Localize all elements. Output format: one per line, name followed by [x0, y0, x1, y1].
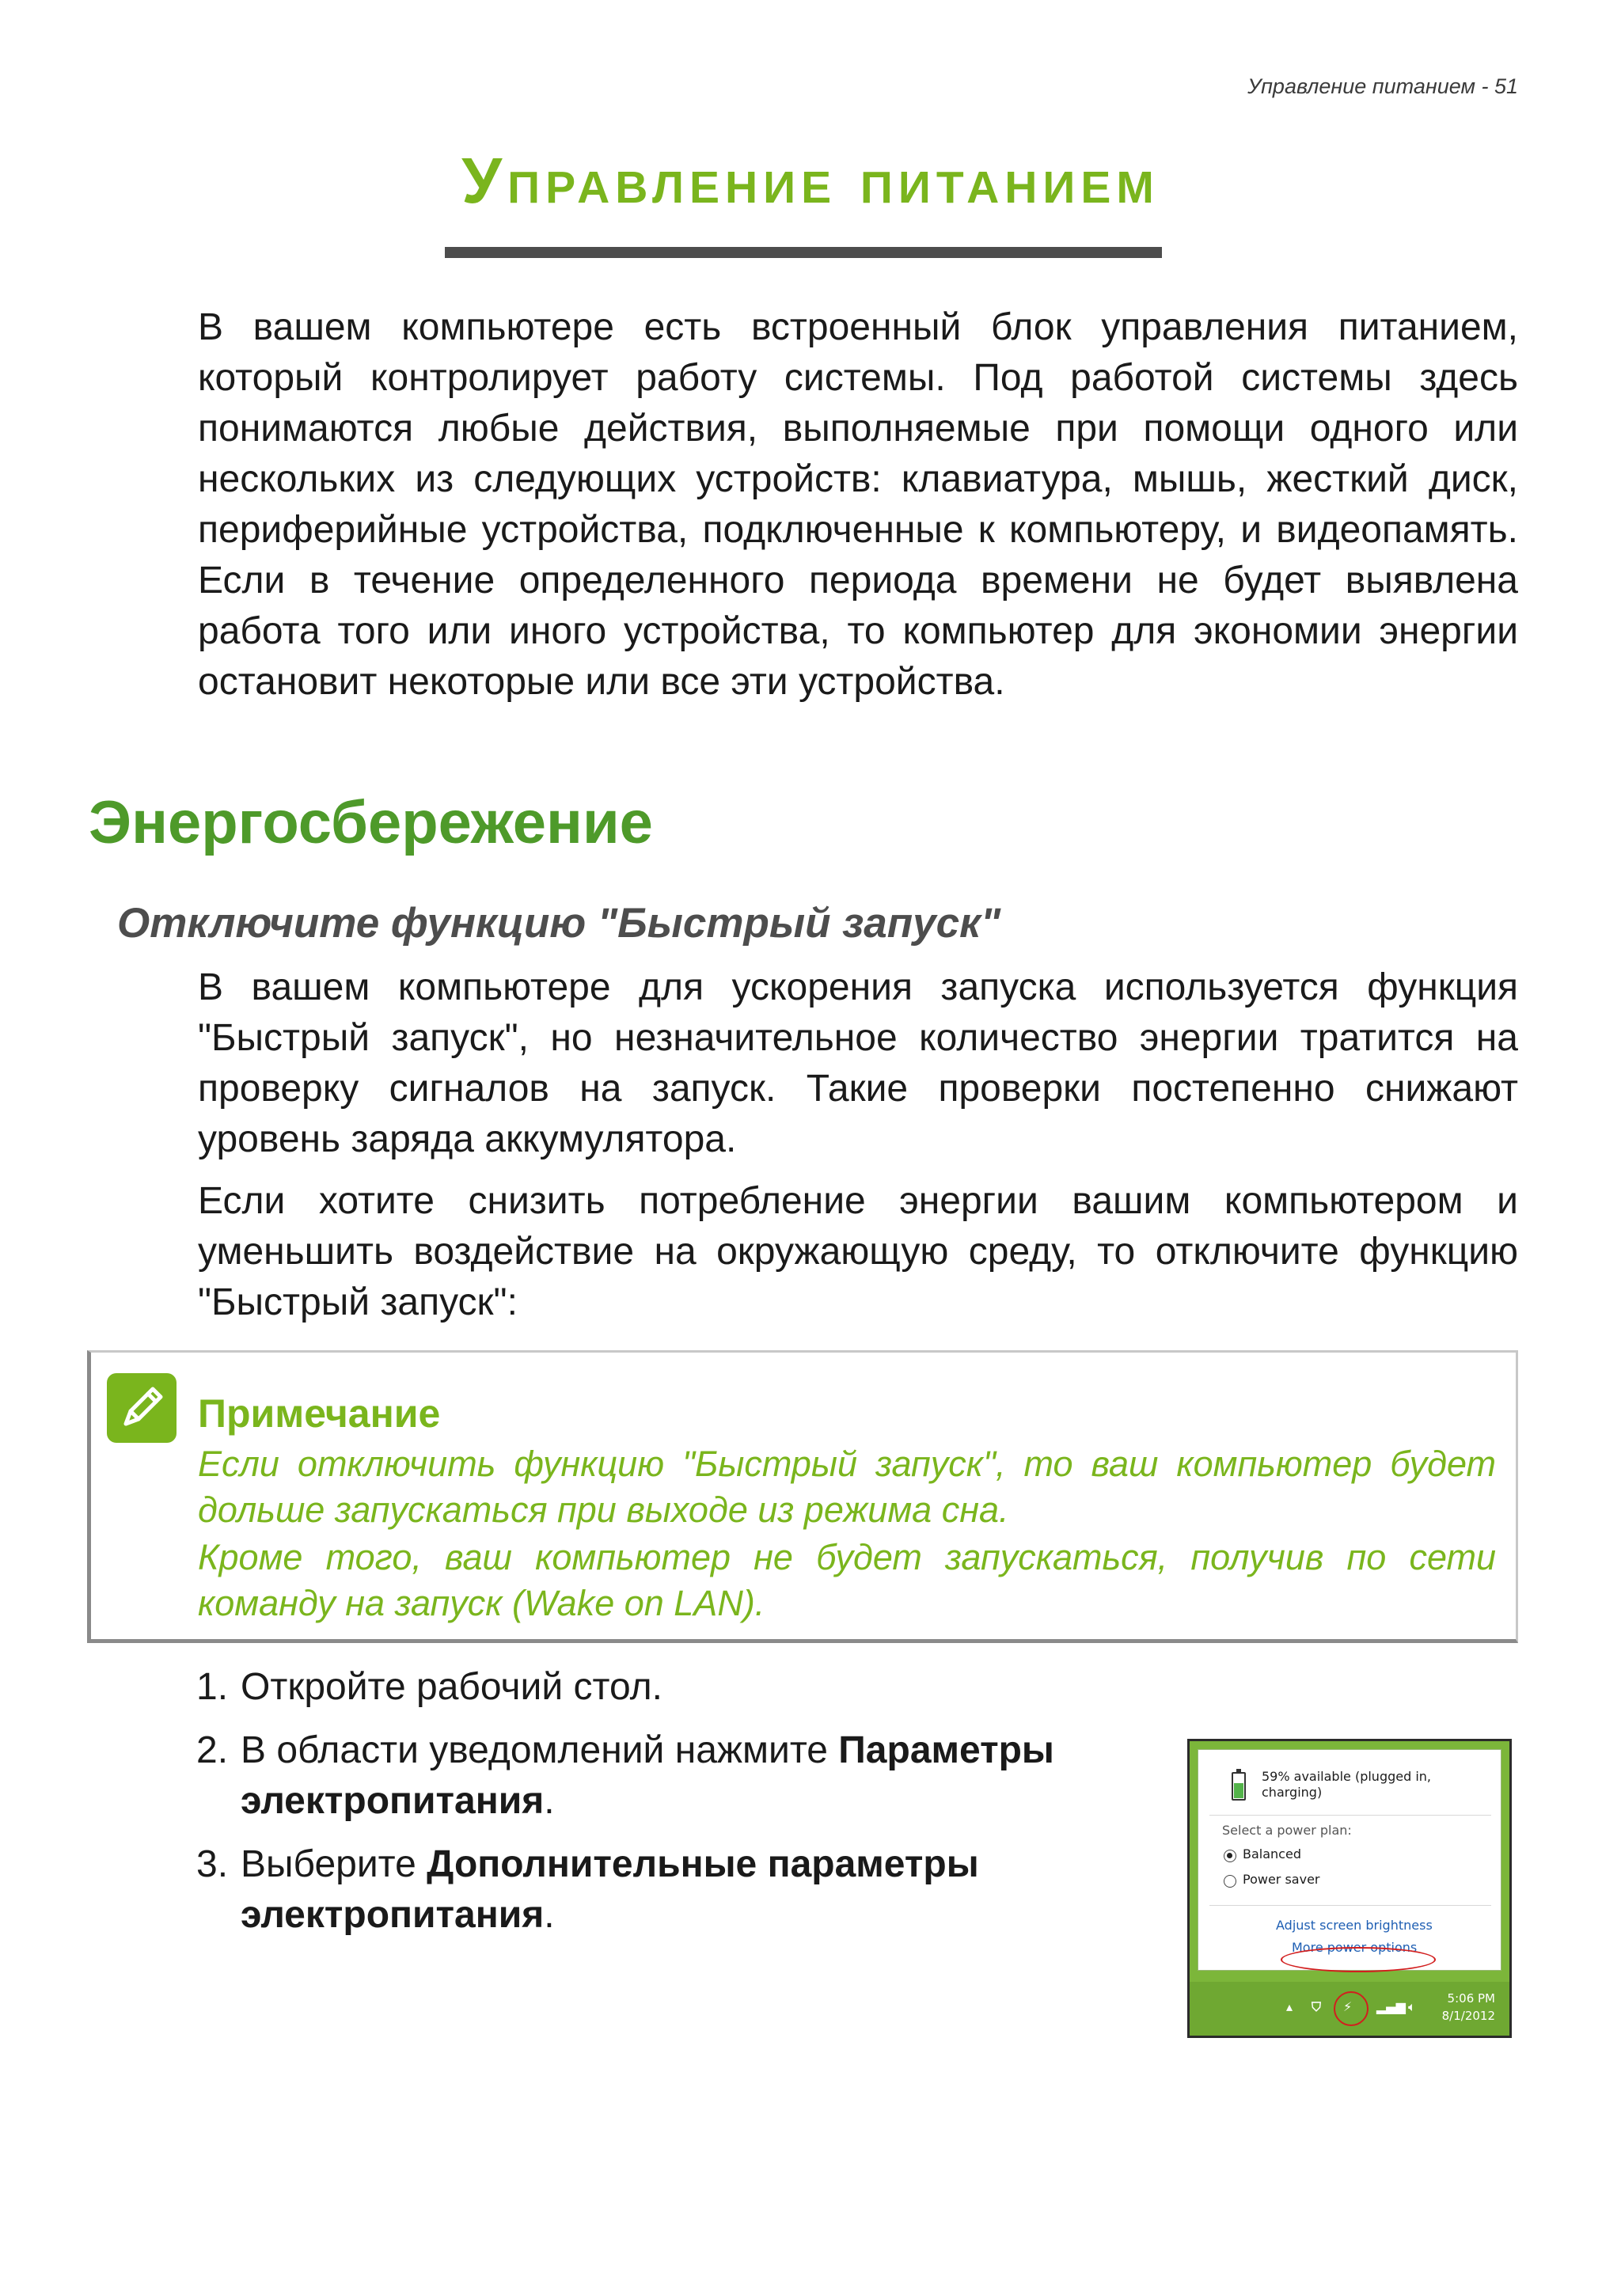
power-plug-icon[interactable]: ⚡ — [1343, 1999, 1353, 2014]
intro-paragraph: В вашем компьютере есть встроенный блок управления питанием, который контролирует работу системы. Под работой системы здесь понимаются любые действия, выполняемые при помощи одного или нескольких из следующих устройств: клавиатура, мышь, жесткий диск, периферийные устройства, подключенные к компьютеру, и видеопамять. Если в течение определенного периода времени не будет выявлена работа того или иного устройства, то компьютер для экономии энергии остановит некоторые или все эти устройства. — [198, 306, 1518, 703]
note-text-1: Если отключить функцию "Быстрый запуск", то ваш компьютер будет дольше запускаться при выходе из режима сна. — [198, 1444, 1496, 1530]
battery-fill — [1234, 1783, 1243, 1798]
note-text-2: Кроме того, ваш компьютер не будет запускаться, получив по сети команду на запуск (Wake on LAN). — [198, 1537, 1496, 1623]
plan-power-saver-label: Power saver — [1243, 1872, 1320, 1887]
divider — [1209, 1815, 1491, 1816]
section-title: Энергосбережение — [89, 789, 653, 856]
chapter-title: Управление питанием — [461, 145, 1160, 217]
power-flyout-panel — [1198, 1749, 1501, 1971]
battery-status-line2: charging) — [1262, 1785, 1323, 1800]
clock-time: 5:06 PM — [1447, 1991, 1495, 2006]
step-3 — [196, 1839, 1170, 1941]
divider — [1209, 1905, 1491, 1906]
step-end: . — [544, 1780, 555, 1822]
tray-clock[interactable] — [1442, 1990, 1495, 2025]
step-end: . — [544, 1894, 555, 1936]
step-text: В области уведомлений нажмите — [241, 1729, 839, 1771]
power-flyout-screenshot — [1187, 1739, 1512, 2038]
note-title: Примечание — [198, 1391, 441, 1436]
fast-start-paragraph: В вашем компьютере для ускорения запуска используется функция "Быстрый запуск", но незначительное количество энергии тратится на проверку сигналов на запуск. Такие проверки постепенно снижают уровень заряда аккумулятора. — [198, 966, 1518, 1160]
security-shield-icon[interactable]: ⛉ — [1312, 1999, 1322, 2014]
radio-power-saver[interactable] — [1224, 1875, 1236, 1888]
show-hidden-icons-icon[interactable]: ▴ — [1286, 1999, 1293, 2014]
taskbar — [1190, 1982, 1509, 2036]
tray-highlight-circle — [1334, 1991, 1369, 2026]
battery-status-line1: 59% available (plugged in, — [1262, 1769, 1432, 1784]
plan-balanced-label: Balanced — [1243, 1846, 1301, 1861]
step-2 — [196, 1725, 1170, 1827]
step-number: 1. — [196, 1666, 229, 1708]
step-text: Откройте рабочий стол. — [241, 1666, 662, 1708]
speaker-icon[interactable]: 🔈︎ — [1408, 1999, 1416, 2014]
step-bold: Дополнительные параметры электропитания — [241, 1843, 979, 1936]
title-rule — [445, 247, 1162, 258]
step-bold: Параметры электропитания — [241, 1729, 1054, 1822]
step-number: 2. — [196, 1729, 229, 1771]
subsection-title: Отключите функцию "Быстрый запуск" — [117, 900, 1001, 947]
step-text: Выберите — [241, 1843, 427, 1885]
battery-icon — [1232, 1772, 1246, 1801]
radio-balanced[interactable] — [1224, 1850, 1236, 1862]
plan-label: Select a power plan: — [1222, 1823, 1352, 1838]
adjust-brightness-link[interactable]: Adjust screen brightness — [1276, 1918, 1433, 1933]
step-1 — [196, 1662, 1170, 1713]
highlight-oval — [1281, 1947, 1436, 1972]
step-number: 3. — [196, 1843, 229, 1885]
note-box — [87, 1350, 1518, 1643]
steps-list — [196, 1662, 1170, 1953]
clock-date: 8/1/2012 — [1441, 2009, 1495, 2023]
pencil-icon — [107, 1373, 177, 1443]
signal-bars-icon[interactable]: ▂▄▆ — [1376, 1999, 1406, 2014]
disable-paragraph: Если хотите снизить потребление энергии вашим компьютером и уменьшить воздействие на окружающую среду, то отключите функцию "Быстрый запуск": — [198, 1180, 1518, 1323]
more-power-options-link[interactable]: More power options — [1292, 1940, 1418, 1955]
running-header: Управление питанием - 51 — [1247, 74, 1518, 98]
